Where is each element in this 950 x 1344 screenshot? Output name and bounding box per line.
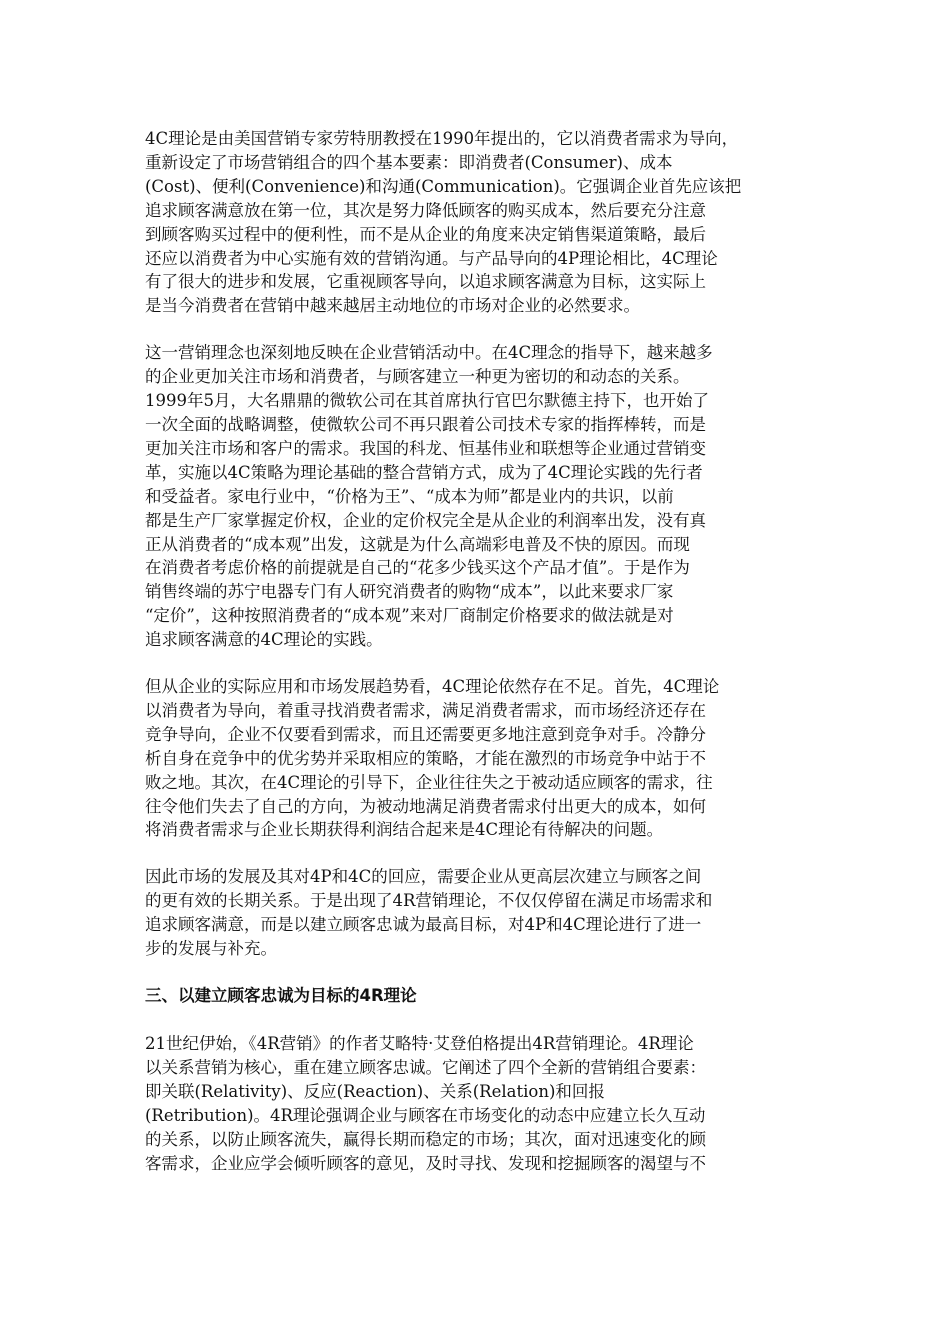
paragraph-4c-theory: 4C理论是由美国营销专家劳特朋教授在1990年提出的，它以消费者需求为导向， 重新设定了市场营销组合的四个基本要素：即消费者(Consumer)、成本 (Cost)、便利(Convenience)和沟通(Communication)。它强调企业首先应该把 追求顾客满意放在第一位，其次是努力降低顾客的购买成本，然后要充分注意 到顾客购买过程中的便利性，而不是从企业的角度来决定销售渠道策略，最后 还应以消费者为中心实施有效的营销沟通。与产品导向的4P理论相比，4C理论 有了很大的进步和发展，它重视顾客导向，以追求顾客满意为目标，这实际上 是当今消费者在营销中越来越居主动地位的市场对企业的必然要求。 (145, 129, 742, 316)
paragraph-4c-practice: 这一营销理念也深刻地反映在企业营销活动中。在4C理念的指导下，越来越多 的企业更加关注市场和消费者，与顾客建立一种更为密切的和动态的关系。 1999年5月，大名鼎鼎的微软公司在其首席执行官巴尔默德主持下，也开始了 一次全面的战略调整，使微软公司不再只跟着公司技术专家的指挥棒转，而是 更加关注市场和客户的需求。我国的科龙、恒基伟业和联想等企业通过营销变 革，实施以4C策略为理论基础的整合营销方式，成为了4C理论实践的先行者 和受益者。家电行业中，“价格为王”、“成本为师”都是业内的共识，以前 都是生产厂家掌握定价权，企业的定价权完全是从企业的利润率出发，没有真 正从消费者的“成本观”出发，这就是为什么高端彩电普及不快的原因。而现 在消费者考虑价格的前提就是自己的“花多少钱买这个产品才值”。于是作为 销售终端的苏宁电器专门有人研究消费者的购物“成本”，以此来要求厂家 “定价”，这种按照消费者的“成本观”来对厂商制定价格要求的做法就是对 追求顾客满意的4C理论的实践。 (145, 343, 713, 650)
section-heading-4r: 三、以建立顾客忠诚为目标的4R理论 (145, 986, 417, 1005)
paragraph-4r-theory: 21世纪伊始，《4R营销》的作者艾略特·艾登伯格提出4R营销理论。4R理论 以关系营销为核心，重在建立顾客忠诚。它阐述了四个全新的营销组合要素： 即关联(Relativity)、反应(Reaction)、关系(Relation)和回报 (Retribution)。4R理论强调企业与顾客在市场变化的动态中应建立长久互动 的关系，以防止顾客流失，赢得长期而稳定的市场；其次，面对迅速变化的顾 客需求，企业应学会倾听顾客的意见，及时寻找、发现和挖掘顾客的渴望与不 (145, 1034, 706, 1173)
document-body (145, 127, 805, 1198)
paragraph-4r-transition: 因此市场的发展及其对4P和4C的回应，需要企业从更高层次建立与顾客之间 的更有效的长期关系。于是出现了4R营销理论，不仅仅停留在满足市场需求和 追求顾客满意，而是以建立顾客忠诚为最高目标，对4P和4C理论进行了进一 步的发展与补充。 (145, 867, 713, 959)
paragraph-4c-shortcomings: 但从企业的实际应用和市场发展趋势看，4C理论依然存在不足。首先，4C理论 以消费者为导向，着重寻找消费者需求，满足消费者需求，而市场经济还存在 竞争导向，企业不仅要看到需求，而且还需要更多地注意到竞争对手。冷静分 析自身在竞争中的优劣势并采取相应的策略，才能在激烈的市场竞争中站于不 败之地。其次，在4C理论的引导下，企业往往失之于被动适应顾客的需求，往 往令他们失去了自己的方向，为被动地满足消费者需求付出更大的成本，如何 将消费者需求与企业长期获得利润结合起来是4C理论有待解决的问题。 (145, 677, 720, 840)
